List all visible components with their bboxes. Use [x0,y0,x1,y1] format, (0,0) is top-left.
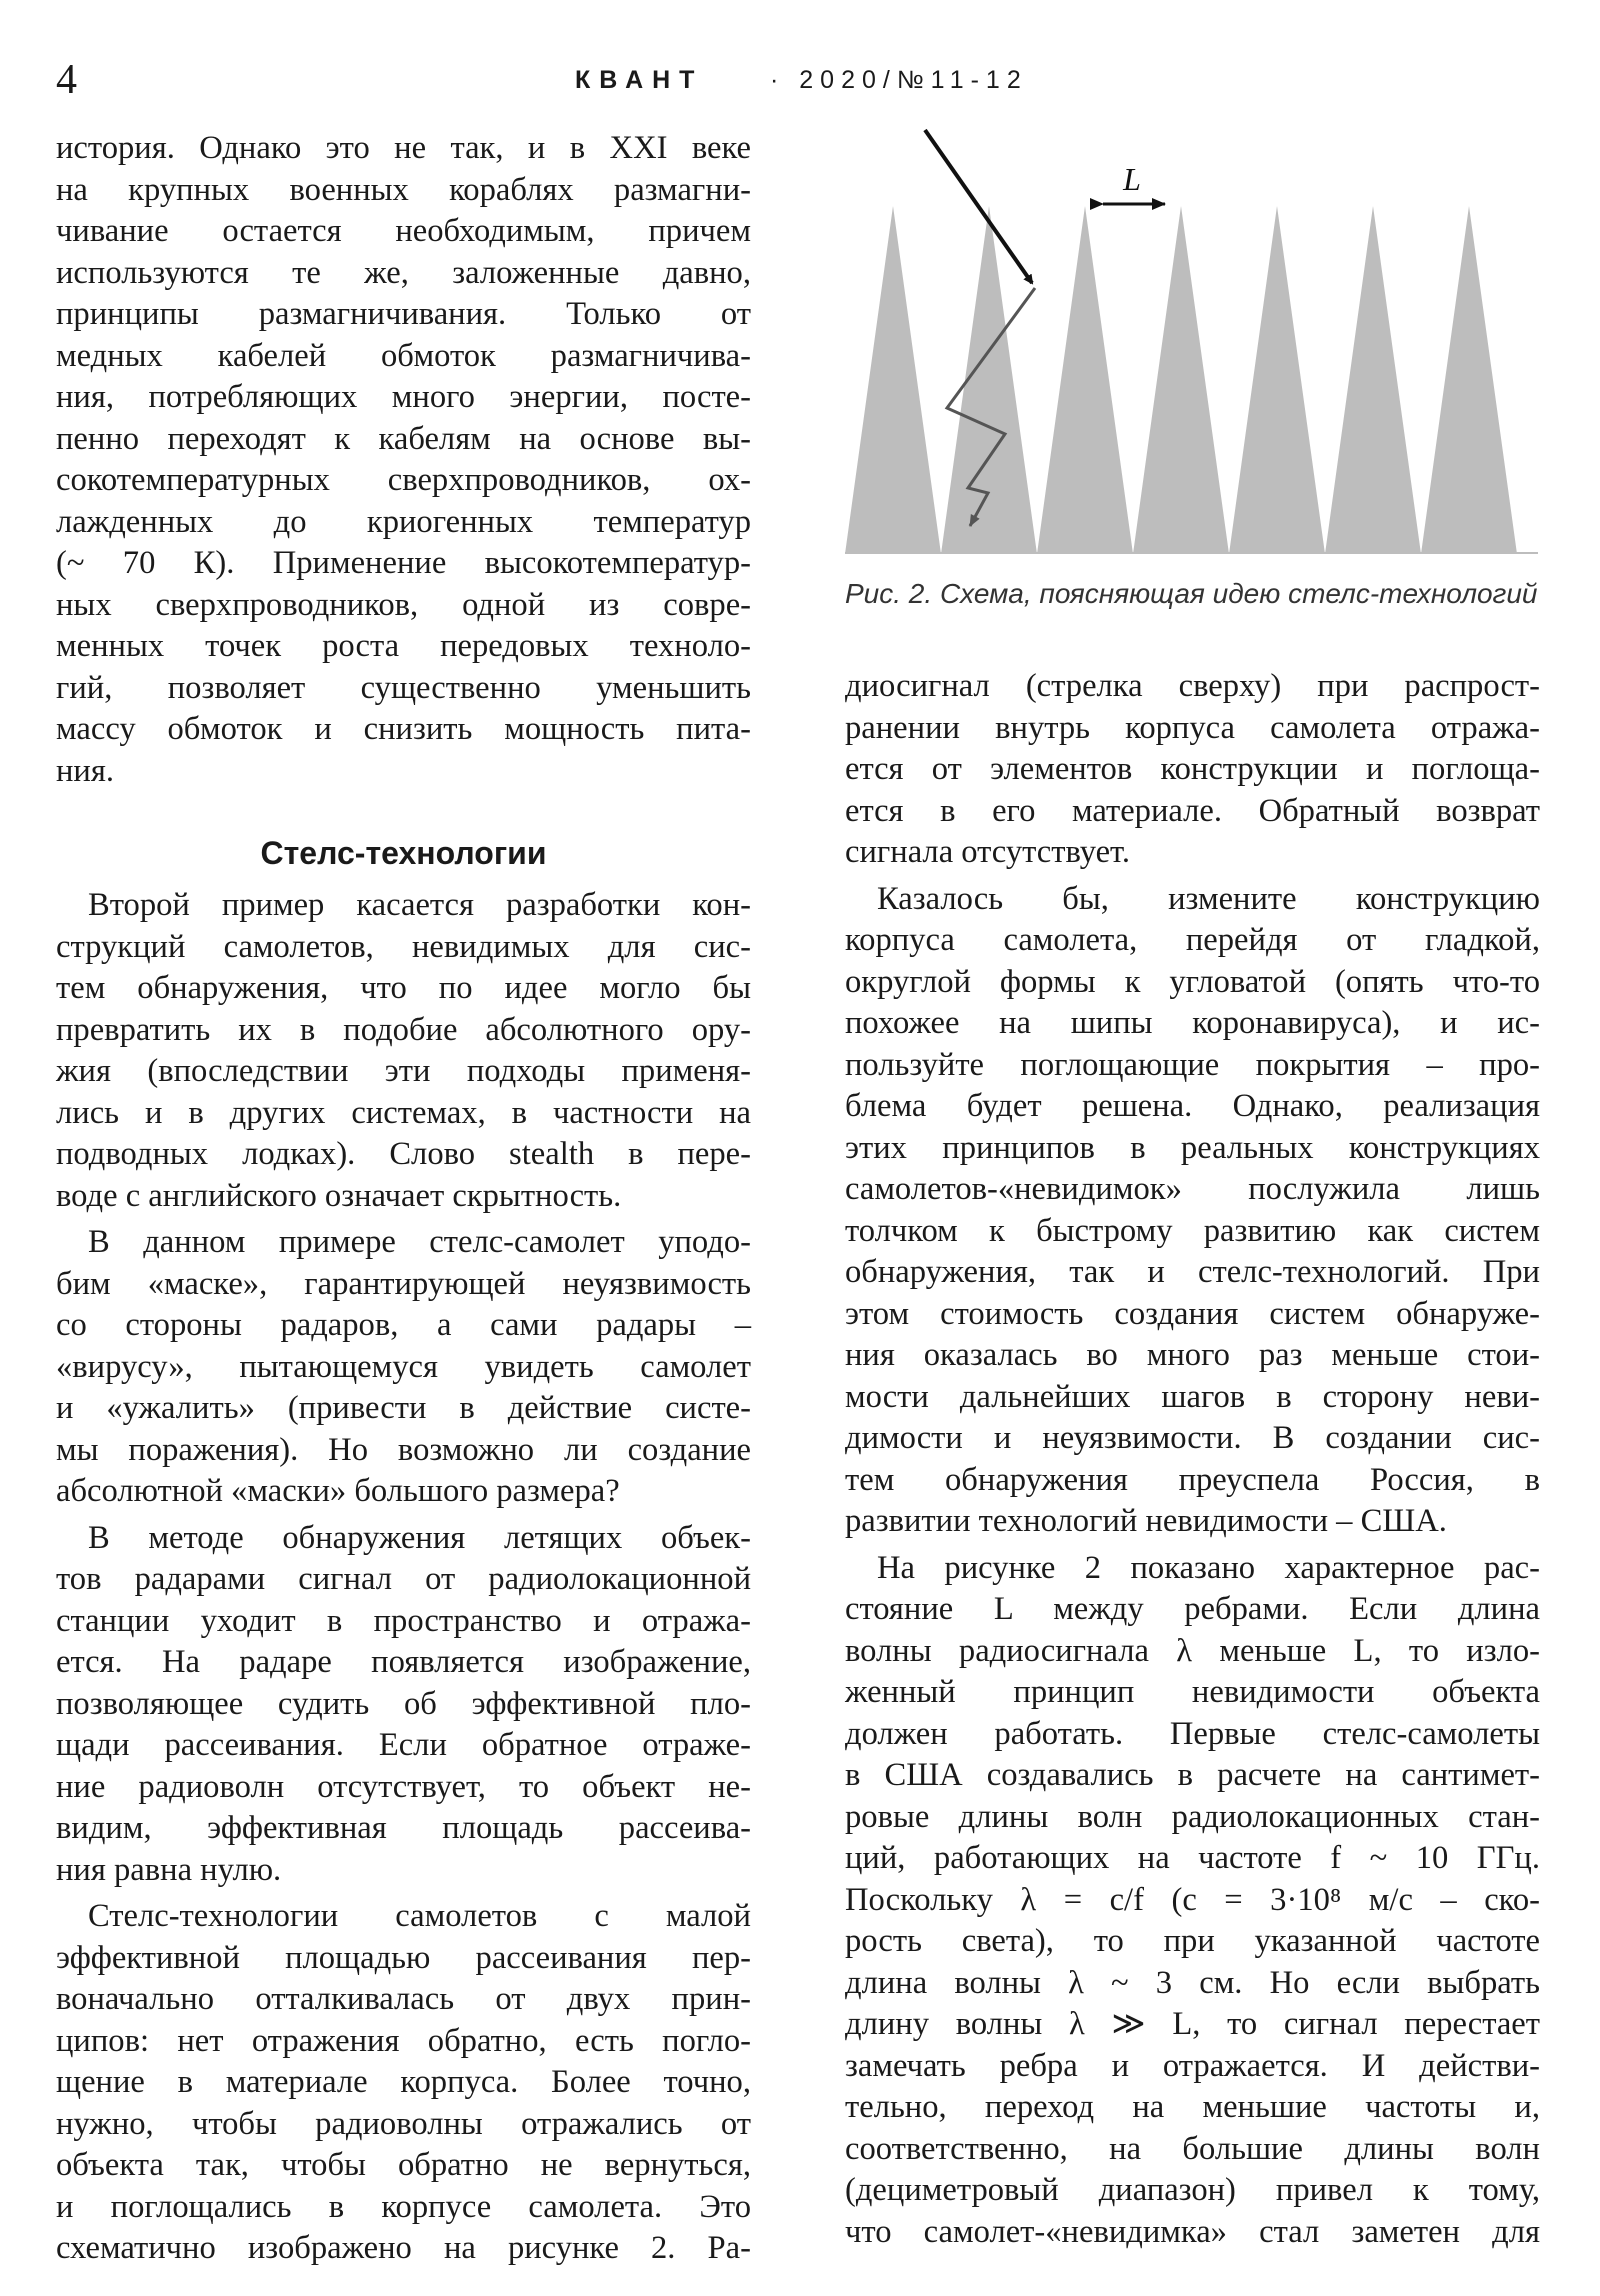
text-line: рость света), то при указанной частоте [845,1923,1540,1959]
stealth-diagram [845,118,1538,554]
text-line: пользуйте поглощающие покрытия – про- [845,1046,1540,1083]
right-column [845,666,1540,2253]
text-line: ния. [56,752,114,789]
text-line: мы поражения). Но возможно ли создание [56,1431,751,1468]
paragraph [56,1518,751,1892]
text-line: и «ужалить» (привести в действие систе- [56,1390,751,1426]
text-line: эффективной площадью рассеивания пер- [56,1939,751,1976]
spike [1421,206,1517,554]
text-line: ранении внутрь корпуса самолета отража- [845,709,1540,746]
text-line: щади рассеивания. Если обратное отраже- [56,1727,751,1763]
text-line: принципы размагничивания. Только от [56,296,751,332]
text-line: ния равна нулю. [56,1851,282,1888]
text-line: ется от элементов конструкции и поглоща- [845,751,1540,787]
text-line: В данном примере стелс-самолет уподо- [88,1224,751,1260]
text-line: схематично изображено на рисунке 2. Ра- [56,2230,751,2266]
text-line: ния оказалась во много раз меньше стои- [845,1337,1540,1373]
paragraph [845,879,1540,1543]
text-line: струкций самолетов, невидимых для сис- [56,928,751,965]
spike [1037,206,1133,554]
text-line: превратить их в подобие абсолютного ору- [56,1011,751,1048]
text-line: объекта так, чтобы обратно не вернуться, [56,2147,751,2183]
spacing-label-L: L [1123,161,1141,197]
paragraph [56,885,751,1217]
text-line: похожее на шипы коронавируса), и ис- [845,1005,1540,1041]
text-line: женный принцип невидимости объекта [845,1674,1540,1710]
text-line: блема будет решена. Однако, реализация [845,1088,1540,1124]
text-line: используются те же, заложенные давно, [56,254,751,291]
spike [1229,206,1325,554]
text-line: бим «маске», гарантирующей неуязвимость [56,1265,751,1302]
text-line: соответственно, на большие длины волн [845,2130,1540,2167]
text-line: ровые длины волн радиолокационных стан- [845,1798,1540,1835]
spike [941,206,1037,554]
text-line: корпуса самолета, перейдя от гладкой, [845,922,1540,958]
text-line: сокотемпературных сверхпроводников, ох- [56,462,751,498]
text-line: длину волны λ ≫ L, то сигнал перестает [845,2006,1540,2042]
text-line: (~ 70 К). Применение высокотемператур- [56,545,751,581]
spike-surface [845,206,1538,554]
text-line: на крупных военных кораблях размагни- [56,171,751,208]
paragraph [56,1896,751,2270]
text-line: Стелс-технологии самолетов с малой [88,1898,751,1934]
paragraph [845,666,1540,874]
text-line: жия (впоследствии эти подходы применя- [56,1053,751,1089]
text-line: толчком к быстрому развитию как систем [845,1212,1540,1249]
spike [1133,206,1229,554]
text-line: щение в материале корпуса. Более точно, [56,2064,751,2100]
text-line: Казалось бы, измените конструкцию [877,880,1540,917]
text-line: лись и в других системах, в частности на [56,1094,751,1131]
text-line: абсолютной «маски» большого размера? [56,1473,620,1509]
text-line: лажденных до криогенных температур [56,503,751,540]
text-line: ние радиоволн отсутствует, то объект не- [56,1768,751,1805]
text-line: димости и неуязвимости. В создании сис- [845,1420,1540,1456]
left-column [56,128,751,2270]
paragraph [56,1222,751,1513]
text-line: «вирусу», пытающемуся увидеть самолет [56,1348,751,1385]
text-line: медных кабелей обмоток размагничива- [56,337,751,374]
text-line: станции уходит в пространство и отража- [56,1602,751,1639]
text-line: На рисунке 2 показано характерное рас- [877,1549,1540,1586]
text-line: самолетов-«невидимок» послужила лишь [845,1171,1540,1207]
figure-caption: Рис. 2. Схема, поясняющая идею стелс-технологий [845,578,1538,609]
text-line: сигнала отсутствует. [845,834,1130,870]
page-header [0,50,1600,110]
spike [1325,206,1421,554]
incident-signal-arrow [925,130,1032,283]
text-line: чивание остается необходимым, причем [56,213,751,249]
text-line: тельно, переход на меньшие частоты и, [845,2089,1540,2125]
text-line: диосигнал (стрелка сверху) при распрост- [845,668,1540,704]
text-line: ных сверхпроводников, одной из совре- [56,586,751,623]
paragraph [845,1548,1540,2254]
text-line: округлой формы к угловатой (опять что-то [845,963,1540,1000]
text-line: мости дальнейших шагов в сторону неви- [845,1378,1540,1415]
text-line: гий, позволяет существенно уменьшить [56,669,751,706]
text-line: длина волны λ ~ 3 см. Но если выбрать [845,1964,1540,2001]
text-line: воде с английского означает скрытность. [56,1177,622,1214]
text-line: ется. На радаре появляется изображение, [56,1644,751,1680]
text-line: Второй пример касается разработки кон- [88,887,751,923]
figure-2 [845,118,1538,554]
text-line: подводных лодках). Слово stealth в пере- [56,1136,751,1172]
text-line: со стороны радаров, а сами радары – [56,1307,751,1343]
text-line: волны радиосигнала λ меньше L, то изло- [845,1632,1540,1669]
text-line: ципов: нет отражения обратно, есть погло- [56,2022,751,2059]
text-line: массу обмоток и снизить мощность пита- [56,711,751,747]
text-line: этих принципов в реальных конструкциях [845,1129,1540,1166]
text-line: (дециметровый диапазон) привел к тому, [845,2172,1540,2208]
text-line: должен работать. Первые стелс-самолеты [845,1715,1540,1752]
text-line: что самолет-«невидимка» стал заметен для [845,2213,1540,2250]
issue-number: · 2020/№11-12 [770,66,1028,94]
text-line: нужно, чтобы радиоволны отражались от [56,2105,751,2142]
text-line: этом стоимость создания систем обнаруже- [845,1295,1540,1332]
page-number: 4 [56,57,77,103]
text-line: история. Однако это не так, и в XXI веке [56,130,751,166]
text-line: обнаружения, так и стелс-технологий. При [845,1254,1540,1290]
text-line: менных точек роста передовых техноло- [56,628,751,664]
text-line: ется в его материале. Обратный возврат [845,792,1540,829]
text-line: В методе обнаружения летящих объек- [88,1519,751,1556]
text-line: стояние L между ребрами. Если длина [845,1591,1540,1627]
text-line: позволяющее судить об эффективной пло- [56,1685,751,1722]
text-line: тов радарами сигнал от радиолокационной [56,1561,751,1597]
journal-title: КВАНТ [575,66,704,94]
spike [845,206,941,554]
text-line: ния, потребляющих много энергии, посте- [56,379,751,415]
text-line: воначально отталкивалась от двух прин- [56,1981,751,2017]
text-line: замечать ребра и отражается. И действи- [845,2047,1540,2084]
text-line: и поглощались в корпусе самолета. Это [56,2188,751,2225]
text-line: тем обнаружения преуспела Россия, в [845,1461,1540,1498]
text-line: в США создавались в расчете на сантимет- [845,1757,1540,1793]
paragraph [56,128,751,792]
text-line: тем обнаружения, что по идее могло бы [56,970,751,1006]
text-line: пенно переходят к кабелям на основе вы- [56,420,751,457]
text-line: Поскольку λ = c/f (c = 3·10⁸ м/с – ско- [845,1881,1540,1918]
text-line: развитии технологий невидимости – США. [845,1503,1447,1539]
section-heading: Стелс-технологии [260,835,547,871]
text-line: видим, эффективная площадь рассеива- [56,1810,751,1846]
text-line: ций, работающих на частоте f ~ 10 ГГц. [845,1840,1540,1876]
